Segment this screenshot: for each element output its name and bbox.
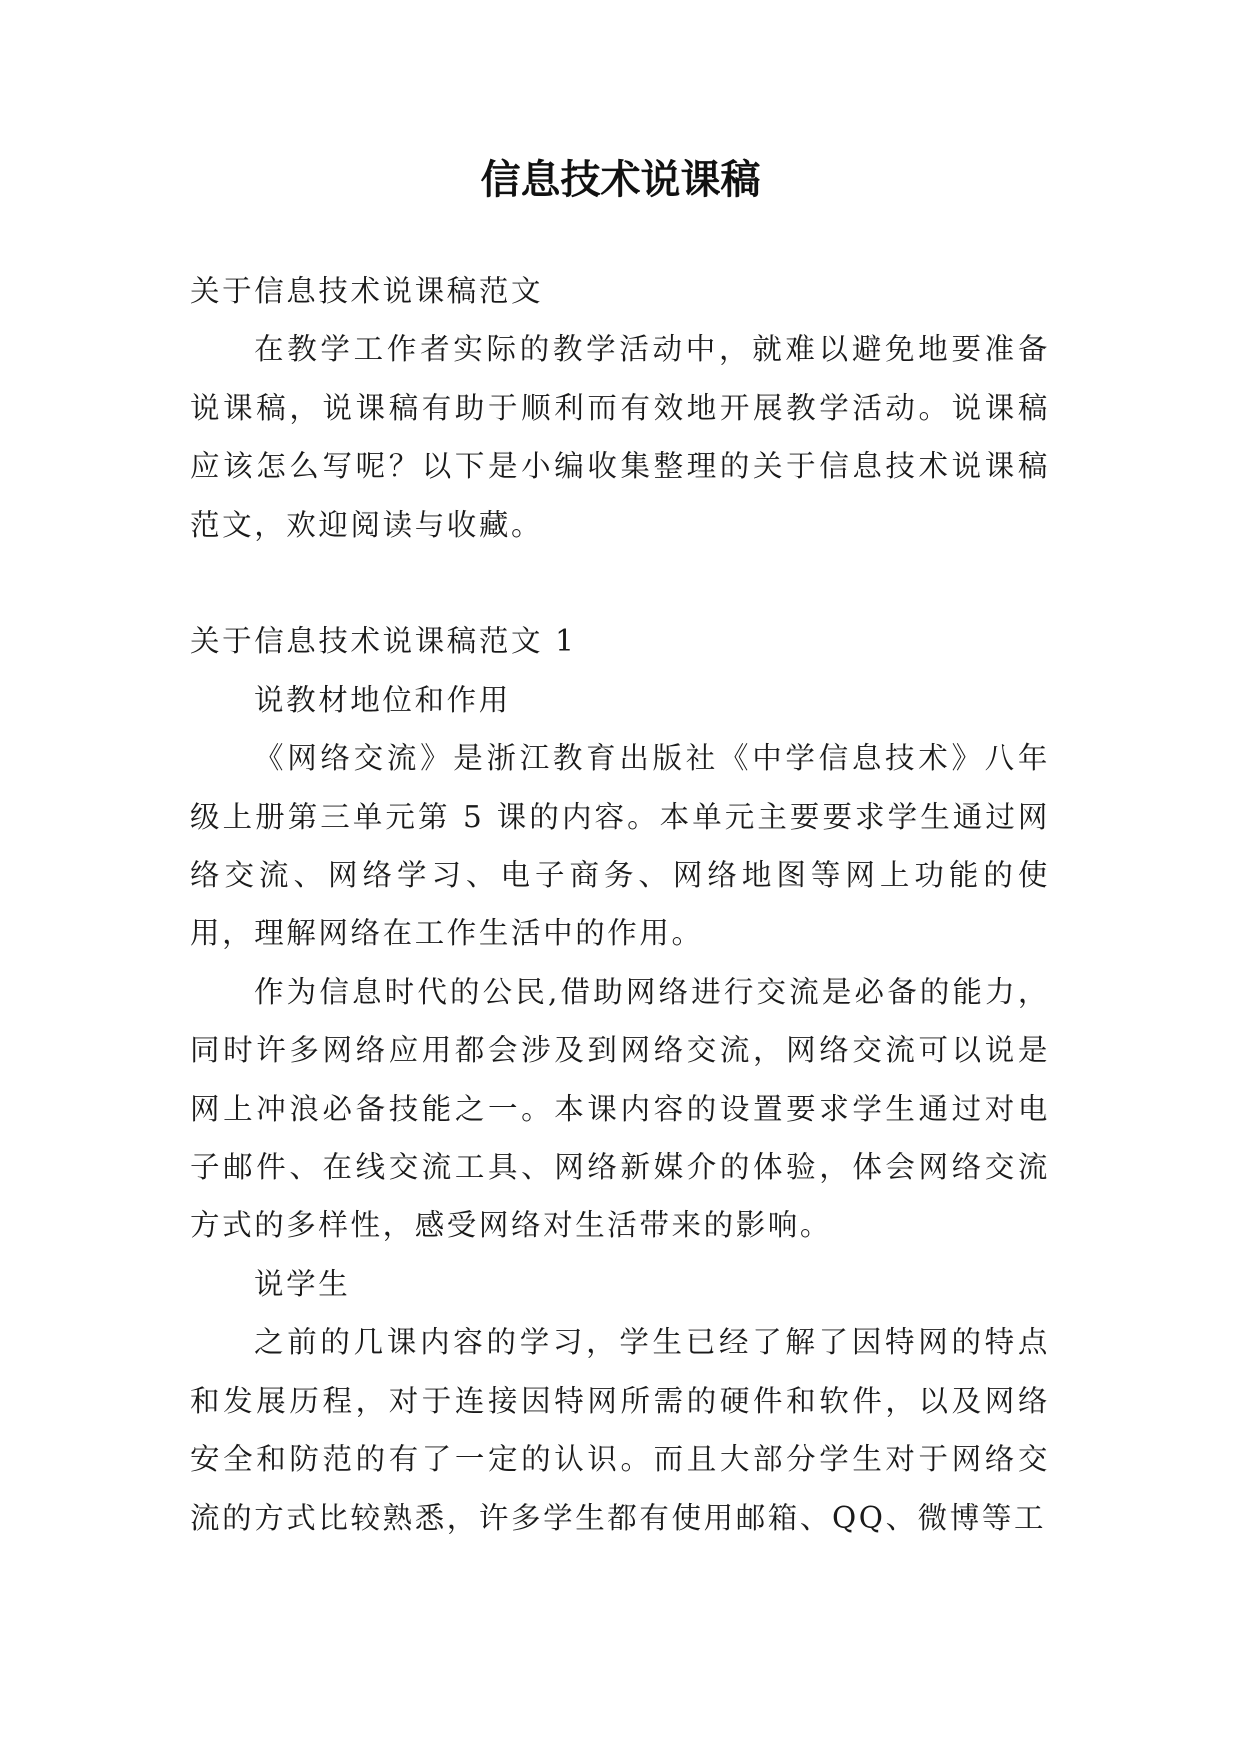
document-body bbox=[190, 262, 1050, 1547]
material-paragraph: 《网络交流》是浙江教育出版社《中学信息技术》八年级上册第三单元第 5 课的内容。本单元主要要求学生通过网络交流、网络学习、电子商务、网络地图等网上功能的使用，理解网络在工作生活中的作用。 bbox=[190, 741, 1050, 951]
subheading-material: 说教材地位和作用 bbox=[254, 682, 511, 717]
article-heading: 关于信息技术说课稿范文 bbox=[190, 274, 544, 308]
students-paragraph: 之前的几课内容的学习，学生已经了解了因特网的特点和发展历程，对于连接因特网所需的硬件和软件，以及网络安全和防范的有了一定的认识。而且大部分学生对于网络交流的方式比较熟悉，许多学生都有使用邮箱、QQ、微博等工 bbox=[190, 1325, 1050, 1535]
subheading-students: 说学生 bbox=[254, 1266, 351, 1301]
paragraph-spacer bbox=[190, 554, 1050, 612]
intro-paragraph: 在教学工作者实际的教学活动中，就难以避免地要准备说课稿，说课稿有助于顺利而有效地开展教学活动。说课稿应该怎么写呢？以下是小编收集整理的关于信息技术说课稿范文，欢迎阅读与收藏。 bbox=[190, 332, 1050, 542]
document-title: 信息技术说课稿 bbox=[480, 157, 761, 203]
section-heading: 关于信息技术说课稿范文 1 bbox=[190, 624, 577, 659]
role-paragraph: 作为信息时代的公民,借助网络进行交流是必备的能力，同时许多网络应用都会涉及到网络交流，网络交流可以说是网上冲浪必备技能之一。本课内容的设置要求学生通过对电子邮件、在线交流工具、网络新媒介的体验，体会网络交流方式的多样性，感受网络对生活带来的影响。 bbox=[190, 974, 1050, 1243]
